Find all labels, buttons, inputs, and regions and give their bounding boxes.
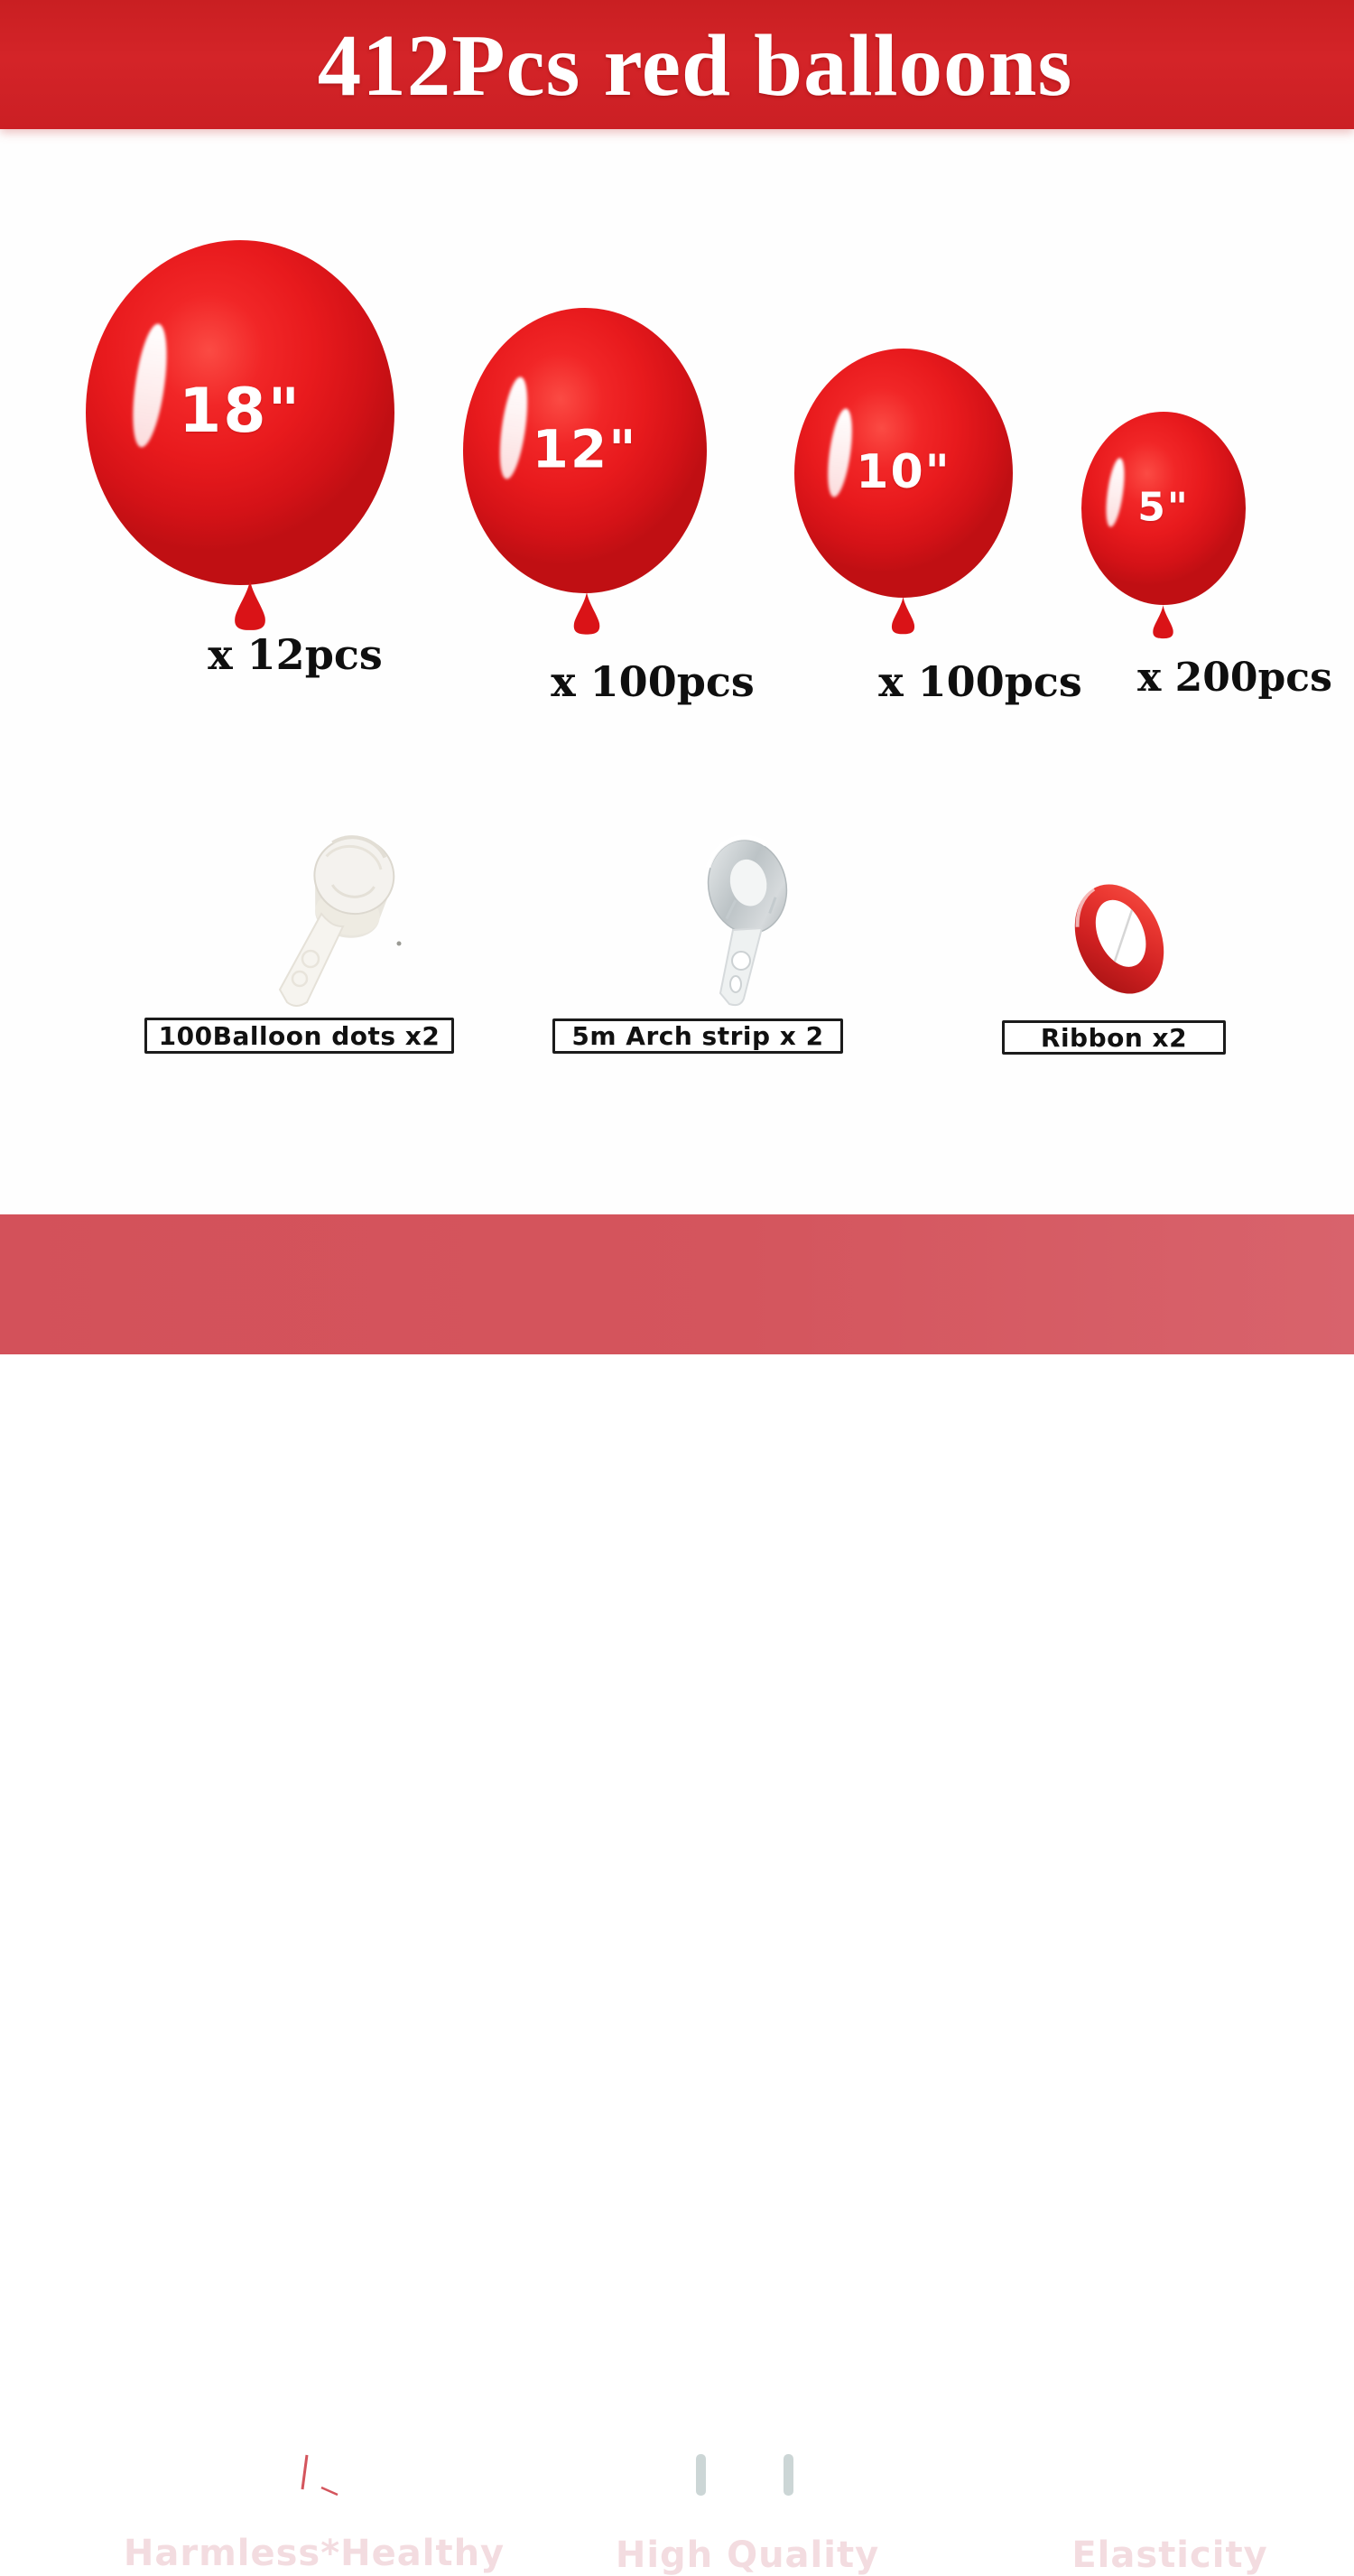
accessory-label-box bbox=[144, 1018, 454, 1054]
ribbon-roll-icon bbox=[1070, 871, 1173, 1007]
balloon-knot bbox=[568, 589, 606, 637]
balloon-stretch-icon bbox=[688, 2430, 802, 2525]
feature-label: High Quality bbox=[615, 2534, 880, 2576]
balloon-12in bbox=[463, 308, 707, 593]
balloon-18in bbox=[86, 240, 394, 585]
top-banner bbox=[0, 0, 1354, 129]
accessory-label: Ribbon x2 bbox=[1040, 1022, 1188, 1053]
feature-label: Harmless*Healthy bbox=[123, 2533, 505, 2574]
feature-label: Elasticity bbox=[1071, 2534, 1268, 2576]
balloon-size-label: 10" bbox=[856, 444, 951, 499]
accessory-label-box bbox=[552, 1018, 843, 1054]
quantity-label: x 12pcs bbox=[208, 630, 383, 679]
balloon-knot bbox=[1148, 601, 1178, 642]
elastic-square-icon bbox=[1125, 2432, 1213, 2517]
balloon-size-label: 12" bbox=[532, 418, 638, 480]
quantity-label: x 100pcs bbox=[551, 657, 755, 706]
balloon-10in bbox=[794, 349, 1013, 598]
balloon-knot bbox=[227, 578, 273, 632]
accessory-label: 5m Arch strip x 2 bbox=[571, 1021, 824, 1051]
balloon-size-label: 18" bbox=[178, 375, 302, 447]
balloon-knot bbox=[886, 593, 920, 637]
accessory-label-box bbox=[1002, 1020, 1226, 1055]
quantity-label: x 100pcs bbox=[878, 657, 1082, 706]
glue-dots-roll-icon bbox=[244, 823, 406, 1018]
balloon-size-label: 5" bbox=[1137, 484, 1190, 531]
page-title: 412Pcs red balloons bbox=[317, 17, 1073, 114]
arch-strip-roll-icon bbox=[650, 823, 808, 1013]
balloon-5in bbox=[1081, 412, 1246, 605]
accessory-label: 100Balloon dots x2 bbox=[158, 1020, 441, 1051]
quantity-label: x 200pcs bbox=[1137, 655, 1332, 701]
bottom-banner bbox=[0, 1214, 1354, 2576]
leaf-icon bbox=[265, 2432, 359, 2525]
